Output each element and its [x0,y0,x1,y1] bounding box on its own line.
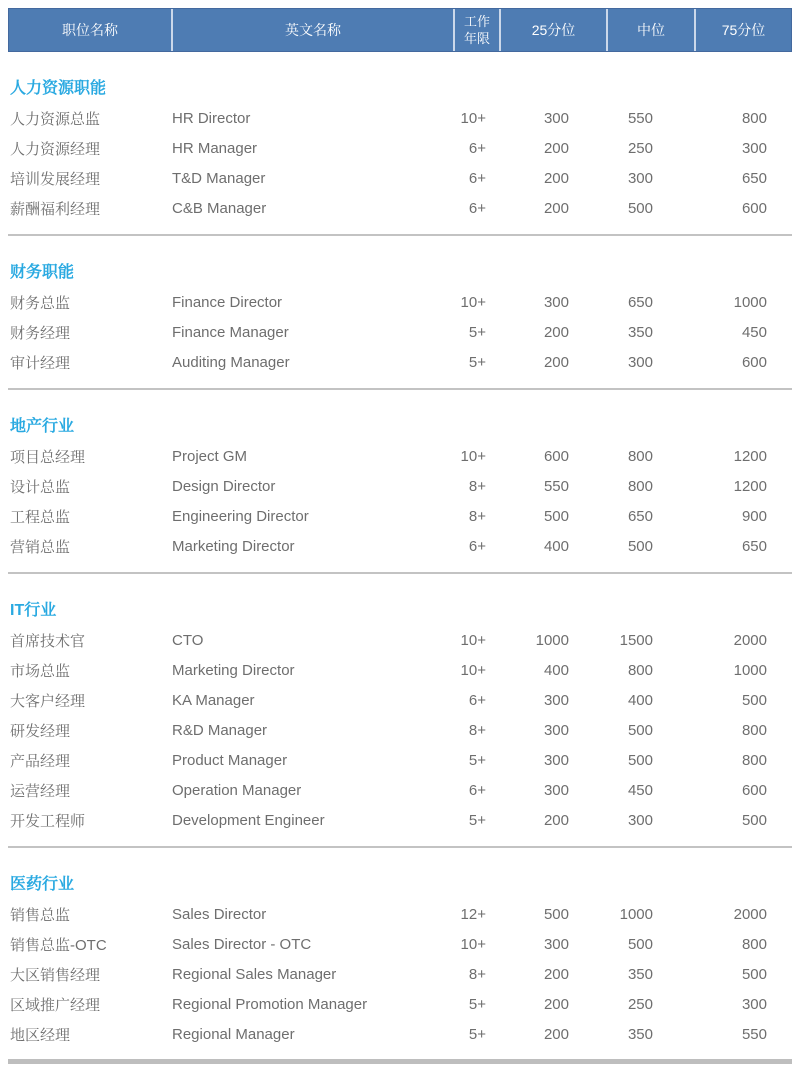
p25-cell: 200 [543,995,569,1013]
p25-cell: 400 [543,537,569,555]
section-hr [8,78,792,236]
job-title-cn-cell: 区域推广经理 [10,996,101,1014]
job-title-en-cell: Marketing Director [172,537,295,555]
p75-cell: 600 [741,781,767,799]
p25-cell: 300 [543,751,569,769]
p25-cell: 200 [543,169,569,187]
work-years-cell: 10+ [460,661,486,679]
table-row [8,317,792,347]
median-cell: 1000 [619,905,653,923]
work-years-cell: 5+ [468,751,486,769]
table-row [8,775,792,805]
work-years-cell: 6+ [468,139,486,157]
median-cell: 250 [627,995,653,1013]
p75-cell: 2000 [733,631,767,649]
job-title-en-cell: T&D Manager [172,169,266,187]
p75-cell: 800 [741,935,767,953]
table-row [8,441,792,471]
p75-cell: 300 [741,139,767,157]
p25-cell: 300 [543,781,569,799]
median-cell: 500 [627,199,653,217]
p75-cell: 1000 [733,661,767,679]
work-years-cell: 6+ [468,691,486,709]
cropped-next-table-bar [8,1059,792,1064]
work-years-cell: 12+ [460,905,486,923]
p25-cell: 300 [543,935,569,953]
job-title-en-cell: CTO [172,631,204,649]
work-years-cell: 6+ [468,537,486,555]
p25-cell: 600 [543,447,569,465]
work-years-cell: 10+ [460,631,486,649]
table-row [8,899,792,929]
section-finance [8,262,792,390]
work-years-cell: 8+ [468,477,486,495]
p75-cell: 1000 [733,293,767,311]
table-row [8,929,792,959]
median-cell: 350 [627,323,653,341]
table-row [8,347,792,377]
p75-cell: 500 [741,811,767,829]
p25-cell: 300 [543,721,569,739]
job-title-en-cell: Marketing Director [172,661,295,679]
median-cell: 350 [627,965,653,983]
p75-cell: 600 [741,199,767,217]
p25-cell: 300 [543,293,569,311]
p25-cell: 200 [543,353,569,371]
section-divider [8,572,792,574]
median-cell: 500 [627,537,653,555]
p25-cell: 1000 [535,631,569,649]
p75-cell: 650 [741,537,767,555]
job-title-en-cell: Design Director [172,477,276,495]
table-row [8,745,792,775]
median-cell: 350 [627,1025,653,1043]
job-title-cn-cell: 设计总监 [10,478,71,496]
section-divider [8,388,792,390]
job-title-cn-cell: 财务总监 [10,294,71,312]
median-cell: 500 [627,721,653,739]
column-header-job-title-cn: 职位名称 [9,9,173,51]
p75-cell: 2000 [733,905,767,923]
job-title-cn-cell: 产品经理 [10,752,71,770]
p25-cell: 200 [543,1025,569,1043]
job-title-cn-cell: 项目总经理 [10,448,86,466]
work-years-cell: 6+ [468,169,486,187]
median-cell: 1500 [619,631,653,649]
median-cell: 800 [627,661,653,679]
job-title-en-cell: Sales Director [172,905,267,923]
section-heading: IT行业 [10,602,57,619]
median-cell: 250 [627,139,653,157]
median-cell: 800 [627,477,653,495]
p75-cell: 550 [741,1025,767,1043]
column-header-work-years: 工作年限 [455,9,501,51]
column-header-p75: 75分位 [721,21,766,38]
job-title-en-cell: Sales Director - OTC [172,935,312,953]
job-title-cn-cell: 薪酬福利经理 [10,200,101,218]
table-row [8,133,792,163]
work-years-cell: 10+ [460,109,486,127]
median-cell: 500 [627,751,653,769]
job-title-cn-cell: 大客户经理 [10,692,86,710]
median-cell: 300 [627,169,653,187]
work-years-cell: 8+ [468,507,486,525]
job-title-en-cell: Development Engineer [172,811,325,829]
work-years-cell: 5+ [468,1025,486,1043]
job-title-cn-cell: 人力资源总监 [10,110,101,128]
p25-cell: 200 [543,811,569,829]
job-title-cn-cell: 销售总监 [10,906,71,924]
p75-cell: 650 [741,169,767,187]
table-row [8,989,792,1019]
job-title-en-cell: HR Manager [172,139,258,157]
p25-cell: 500 [543,507,569,525]
median-cell: 800 [627,447,653,465]
job-title-en-cell: Project GM [172,447,248,465]
work-years-cell: 10+ [460,935,486,953]
table-row [8,655,792,685]
table-row [8,959,792,989]
table-row [8,685,792,715]
section-divider [8,234,792,236]
table-header-row [8,8,792,52]
job-title-en-cell: Finance Director [172,293,283,311]
job-title-cn-cell: 财务经理 [10,324,71,342]
table-row [8,193,792,223]
job-title-en-cell: Auditing Manager [172,353,290,371]
section-divider [8,846,792,848]
median-cell: 650 [627,507,653,525]
table-row [8,805,792,835]
work-years-cell: 5+ [468,995,486,1013]
p75-cell: 500 [741,691,767,709]
job-title-en-cell: Finance Manager [172,323,289,341]
work-years-cell: 6+ [468,199,486,217]
table-row [8,163,792,193]
work-years-cell: 5+ [468,811,486,829]
work-years-cell: 5+ [468,353,486,371]
job-title-cn-cell: 工程总监 [10,508,71,526]
work-years-cell: 8+ [468,721,486,739]
job-title-cn-cell: 运营经理 [10,782,71,800]
column-header-median: 中位 [608,9,696,51]
p25-cell: 500 [543,905,569,923]
p25-cell: 200 [543,199,569,217]
job-title-en-cell: R&D Manager [172,721,268,739]
job-title-cn-cell: 审计经理 [10,354,71,372]
job-title-cn-cell: 研发经理 [10,722,71,740]
p25-cell: 300 [543,109,569,127]
section-pharma [8,874,792,1049]
p75-cell: 450 [741,323,767,341]
p75-cell: 900 [741,507,767,525]
job-title-en-cell: Operation Manager [172,781,302,799]
job-title-en-cell: Product Manager [172,751,288,769]
section-heading: 人力资源职能 [10,80,107,97]
median-cell: 300 [627,353,653,371]
p75-cell: 500 [741,965,767,983]
job-title-cn-cell: 营销总监 [10,538,71,556]
p25-cell: 200 [543,323,569,341]
p75-cell: 300 [741,995,767,1013]
table-row [8,625,792,655]
median-cell: 400 [627,691,653,709]
work-years-cell: 10+ [460,447,486,465]
table-row [8,501,792,531]
job-title-en-cell: Regional Sales Manager [172,965,337,983]
p75-cell: 800 [741,751,767,769]
job-title-cn-cell: 地区经理 [10,1026,71,1044]
job-title-cn-cell: 市场总监 [10,662,71,680]
table-row [8,103,792,133]
job-title-cn-cell: 人力资源经理 [10,140,101,158]
table-row [8,531,792,561]
job-title-en-cell: KA Manager [172,691,255,709]
median-cell: 550 [627,109,653,127]
table-row [8,287,792,317]
job-title-cn-cell: 开发工程师 [10,812,86,830]
job-title-en-cell: C&B Manager [172,199,267,217]
work-years-cell: 10+ [460,293,486,311]
p25-cell: 550 [543,477,569,495]
median-cell: 650 [627,293,653,311]
median-cell: 450 [627,781,653,799]
median-cell: 300 [627,811,653,829]
p25-cell: 400 [543,661,569,679]
p75-cell: 800 [741,109,767,127]
job-title-cn-cell: 培训发展经理 [10,170,101,188]
job-title-en-cell: Engineering Director [172,507,309,525]
column-header-job-title-en: 英文名称 [173,9,455,51]
job-title-cn-cell: 首席技术官 [10,632,86,650]
job-title-cn-cell: 销售总监-OTC [10,936,107,954]
p25-cell: 300 [543,691,569,709]
section-real-estate [8,416,792,574]
job-title-en-cell: Regional Manager [172,1025,295,1043]
section-heading: 地产行业 [10,418,75,435]
section-heading: 财务职能 [10,264,75,281]
p25-cell: 200 [543,139,569,157]
p75-cell: 600 [741,353,767,371]
work-years-cell: 5+ [468,323,486,341]
p75-cell: 800 [741,721,767,739]
median-cell: 500 [627,935,653,953]
p75-cell: 1200 [733,477,767,495]
work-years-cell: 8+ [468,965,486,983]
p75-cell: 1200 [733,447,767,465]
table-row [8,1019,792,1049]
table-row [8,471,792,501]
table-row [8,715,792,745]
job-title-en-cell: HR Director [172,109,251,127]
column-header-p25: 25分位 [501,9,608,51]
section-it [8,600,792,848]
section-heading: 医药行业 [10,876,75,893]
p25-cell: 200 [543,965,569,983]
job-title-en-cell: Regional Promotion Manager [172,995,368,1013]
job-title-cn-cell: 大区销售经理 [10,966,101,984]
work-years-cell: 6+ [468,781,486,799]
